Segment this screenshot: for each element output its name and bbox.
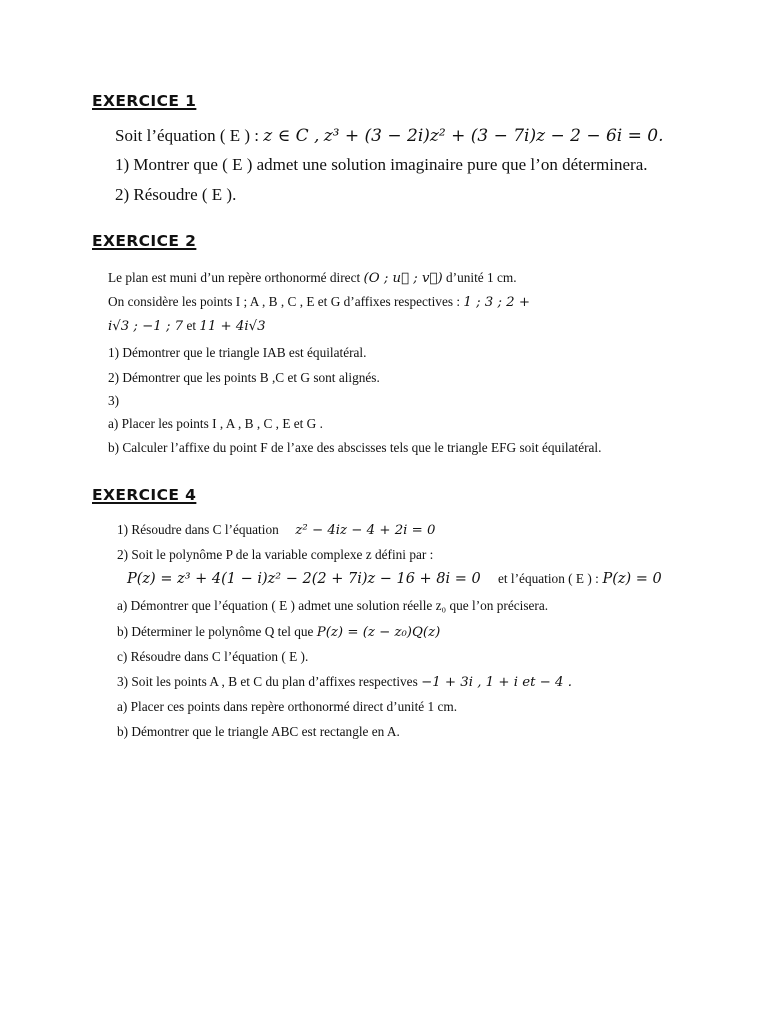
ex2-question-3a: a) Placer les points I , A , B , C , E et G . xyxy=(108,416,323,431)
ex4-question-3: 3) Soit les points A , B et C du plan d’affixes respectives −1 + 3i , 1 + i et − 4 . xyxy=(117,674,572,690)
ex4-question-2a: a) Démontrer que l’équation ( E ) admet une solution réelle z₀ que l’on précisera. xyxy=(117,598,549,613)
ex2-line-1: Le plan est muni d’un repère orthonormé direct (O ; u⃗ ; v⃗) d’unité 1 cm. xyxy=(108,270,517,286)
exercise-2-heading: EXERCICE 2 xyxy=(92,232,197,250)
ex4-polynomial-line: P(z) = z³ + 4(1 − i)z² − 2(2 + 7i)z − 16 + 8i = 0 et l’équation ( E ) : P(z) = 0 xyxy=(127,571,662,587)
exercise-4-heading: EXERCICE 4 xyxy=(92,486,197,504)
ex1-question-2: 2) Résoudre ( E ). xyxy=(115,185,237,204)
ex2-question-2: 2) Démontrer que les points B ,C et G sont alignés. xyxy=(108,370,380,385)
ex2-line-2: On considère les points I ; A , B , C , E et G d’affixes respectives : 1 ; 3 ; 2 + xyxy=(108,294,531,310)
ex4-question-2: 2) Soit le polynôme P de la variable complexe z défini par : xyxy=(117,547,434,562)
ex1-question-1: 1) Montrer que ( E ) admet une solution imaginaire pure que l’on déterminera. xyxy=(115,155,648,174)
ex4-question-3a: a) Placer ces points dans repère orthonormé direct d’unité 1 cm. xyxy=(117,699,458,714)
exercise-1-heading: EXERCICE 1 xyxy=(92,92,197,110)
ex4-question-3b: b) Démontrer que le triangle ABC est rectangle en A. xyxy=(117,724,400,739)
ex4-question-2c: c) Résoudre dans C l’équation ( E ). xyxy=(117,649,309,664)
ex1-statement: Soit l’équation ( E ) : z ∈ C , z³ + (3 − 2i)z² + (3 − 7i)z − 2 − 6i = 0. xyxy=(115,126,664,146)
ex4-question-1: 1) Résoudre dans C l’équation z² − 4iz − 4 + 2i = 0 xyxy=(117,522,436,538)
ex2-question-3b: b) Calculer l’affixe du point F de l’axe des abscisses tels que le triangle EFG soit équilatéral. xyxy=(108,440,602,455)
ex2-line-3: i√3 ; −1 ; 7 et 11 + 4i√3 xyxy=(108,318,266,334)
ex4-question-2b: b) Déterminer le polynôme Q tel que P(z) = (z − z₀)Q(z) xyxy=(117,624,441,640)
ex2-question-3: 3) xyxy=(108,393,120,408)
ex2-question-1: 1) Démontrer que le triangle IAB est équilatéral. xyxy=(108,345,367,360)
